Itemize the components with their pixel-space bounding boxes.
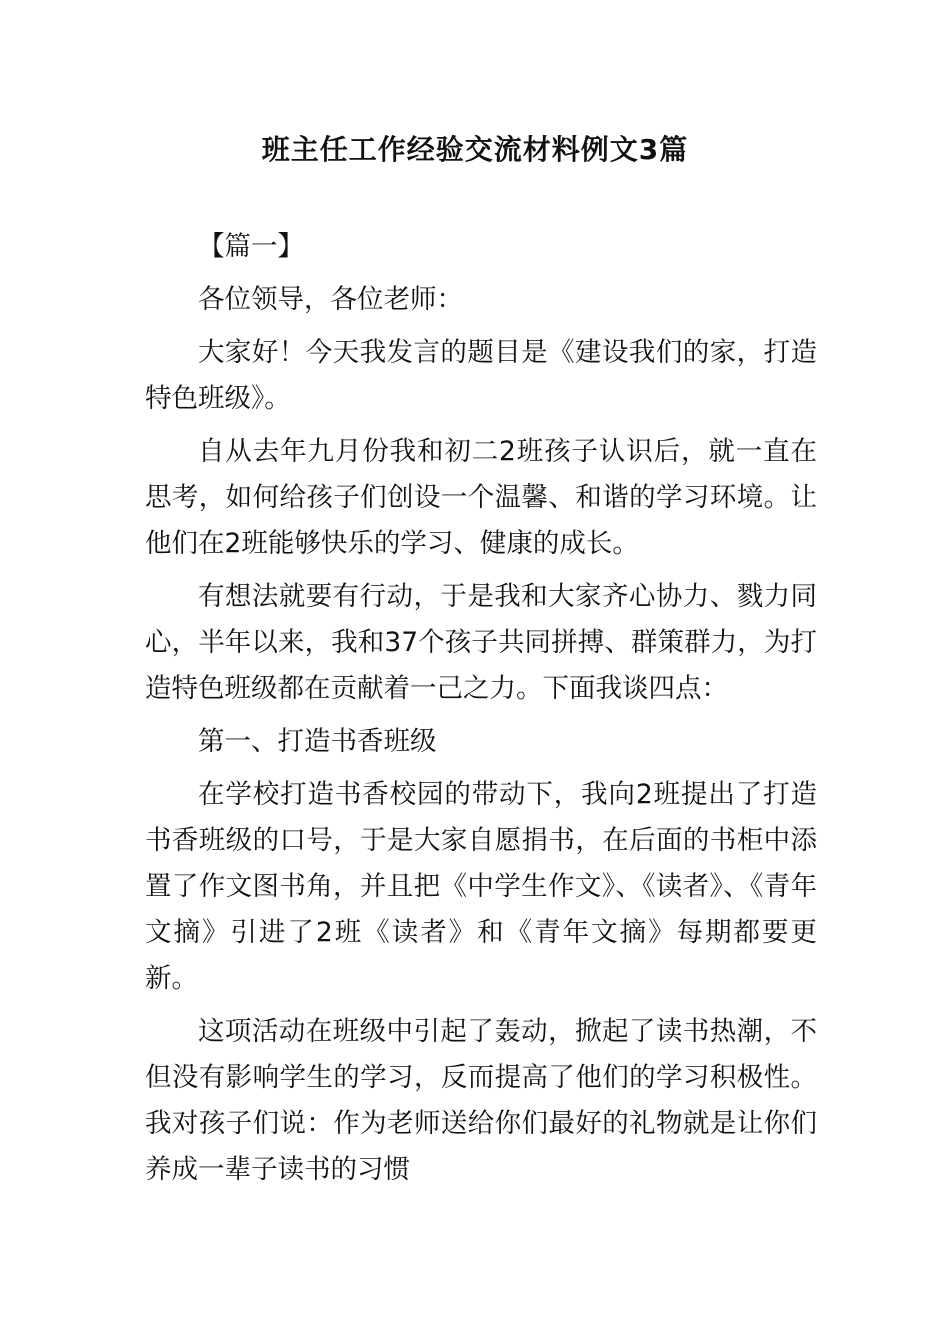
document-title: 班主任工作经验交流材料例文3篇 [261, 133, 689, 166]
paragraph: 在学校打造书香校园的带动下，我向2班提出了打造书香班级的口号，于是大家自愿捐书，在后面的书柜中添置了作文图书角，并且把《中学生作文》、《读者》、《青年文摘》引进了2班《读者》和《青年文摘》每期都要更新。 [145, 779, 817, 994]
document-body [145, 224, 817, 1200]
paragraph: 这项活动在班级中引起了轰动，掀起了读书热潮，不但没有影响学生的学习，反而提高了他们的学习积极性。我对孩子们说：作为老师送给你们最好的礼物就是让你们养成一辈子读书的习惯 [145, 1016, 817, 1185]
paragraph: 有想法就要有行动，于是我和大家齐心协力、戮力同心，半年以来，我和37个孩子共同拼搏、群策群力，为打造特色班级都在贡献着一己之力。下面我谈四点： [145, 581, 817, 704]
salutation: 各位领导，各位老师： [198, 284, 463, 315]
section-heading: 【篇一】 [198, 231, 304, 262]
paragraph: 自从去年九月份我和初二2班孩子认识后，就一直在思考，如何给孩子们创设一个温馨、和谐的学习环境。让他们在2班能够快乐的学习、健康的成长。 [145, 436, 817, 559]
subheading: 第一、打造书香班级 [198, 726, 437, 757]
paragraph: 大家好！今天我发言的题目是《建设我们的家，打造特色班级》。 [145, 337, 817, 414]
